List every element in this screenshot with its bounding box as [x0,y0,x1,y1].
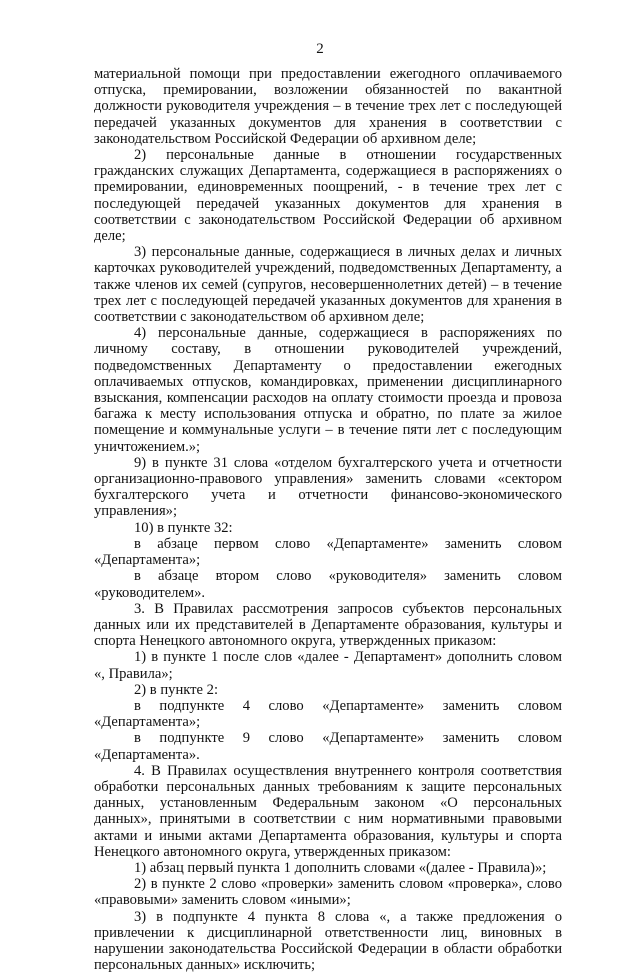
paragraph-item-4: 4) персональные данные, содержащиеся в распоряжениях по личному составу, в отношении руководителей учреждений, подведомственных Департаменту о предоставлении ежегодных оплачиваемых отпусков, командировках, применении дисциплинарного взыскания, компенсации расходов на оплату стоимости проезда и провоза багажа к месту использования отпуска и обратно, по плате за жилое помещение и коммунальные услуги – в течение пяти лет с последующим уничтожением.»; [94,325,562,455]
paragraph-section-3: 3. В Правилах рассмотрения запросов субъектов персональных данных или их представителей в Департаменте образования, культуры и спорта Ненецкого автономного округа, утвержденных приказом: [94,600,562,650]
paragraph-section-3-item-1: 1) в пункте 1 после слов «далее - Департамент» дополнить словом «, Правила»; [94,649,562,682]
paragraph-item-2: 2) персональные данные в отношении государственных гражданских служащих Департамента, содержащиеся в распоряжениях о премировании, единовременных поощрений, - в течение трех лет с последующей передачей указанных документов для хранения в соответствии с законодательством Российской Федерации об архивном деле; [94,147,562,245]
paragraph-item-3: 3) персональные данные, содержащиеся в личных делах и личных карточках руководителей учреждений, подведомственных Департаменту, а также членов их семей (супругов, несовершеннолетних детей) – в течение трех лет с последующей передачей указанных документов для хранения в соответствии с законодательством об архивном деле; [94,244,562,326]
page-number: 2 [316,41,324,57]
paragraph-section-3-subitem-4: в подпункте 4 слово «Департаменте» заменить словом «Департамента»; [94,697,562,731]
paragraph-section-4-item-1: 1) абзац первый пункта 1 дополнить словами «(далее - Правила)»; [134,859,547,876]
paragraph-item-9: 9) в пункте 31 слова «отделом бухгалтерского учета и отчетности организационно-правового управления» заменить словами «сектором бухгалтерского учета и отчетности финансово-экономического управления»; [94,454,562,520]
paragraph-section-4-item-2: 2) в пункте 2 слово «проверки» заменить словом «проверка», слово «правовыми» заменить словом «иными»; [94,876,562,909]
paragraph-item-10-second-abzac: в абзаце втором слово «руководителя» заменить словом «руководителем». [94,568,562,601]
paragraph-section-3-item-2: 2) в пункте 2: [134,681,219,698]
paragraph-section-4: 4. В Правилах осуществления внутреннего контроля соответствия обработки персональных данных требованиям к защите персональных данных, установленным Федеральным законом «О персональных данных», принятыми в соответствии с ним нормативными правовыми актами и иными актами Департамента образования, культуры и спорта Ненецкого автономного округа, утвержденных приказом: [94,762,562,860]
paragraph-section-4-item-3: 3) в подпункте 4 пункта 8 слова «, а также предложения о привлечении к дисциплинарной ответственности лиц, виновных в нарушении законодательства Российской Федерации в области обработки персональных данных» исключить; [94,908,562,973]
paragraph-section-3-subitem-9: в подпункте 9 слово «Департаменте» заменить словом «Департамента». [94,730,562,763]
paragraph-intro-continuation: материальной помощи при предоставлении ежегодного оплачиваемого отпуска, премировании, возложении обязанностей по вакантной должности руководителя учреждения – в течение трех лет с последующей передачей указанных документов для хранения в соответствии с законодательством Российской Федерации об архивном деле; [94,66,562,147]
paragraph-item-10-first-abzac: в абзаце первом слово «Департаменте» заменить словом «Департамента»; [94,535,562,569]
document-body [94,66,562,973]
paragraph-item-10: 10) в пункте 32: [134,519,233,536]
